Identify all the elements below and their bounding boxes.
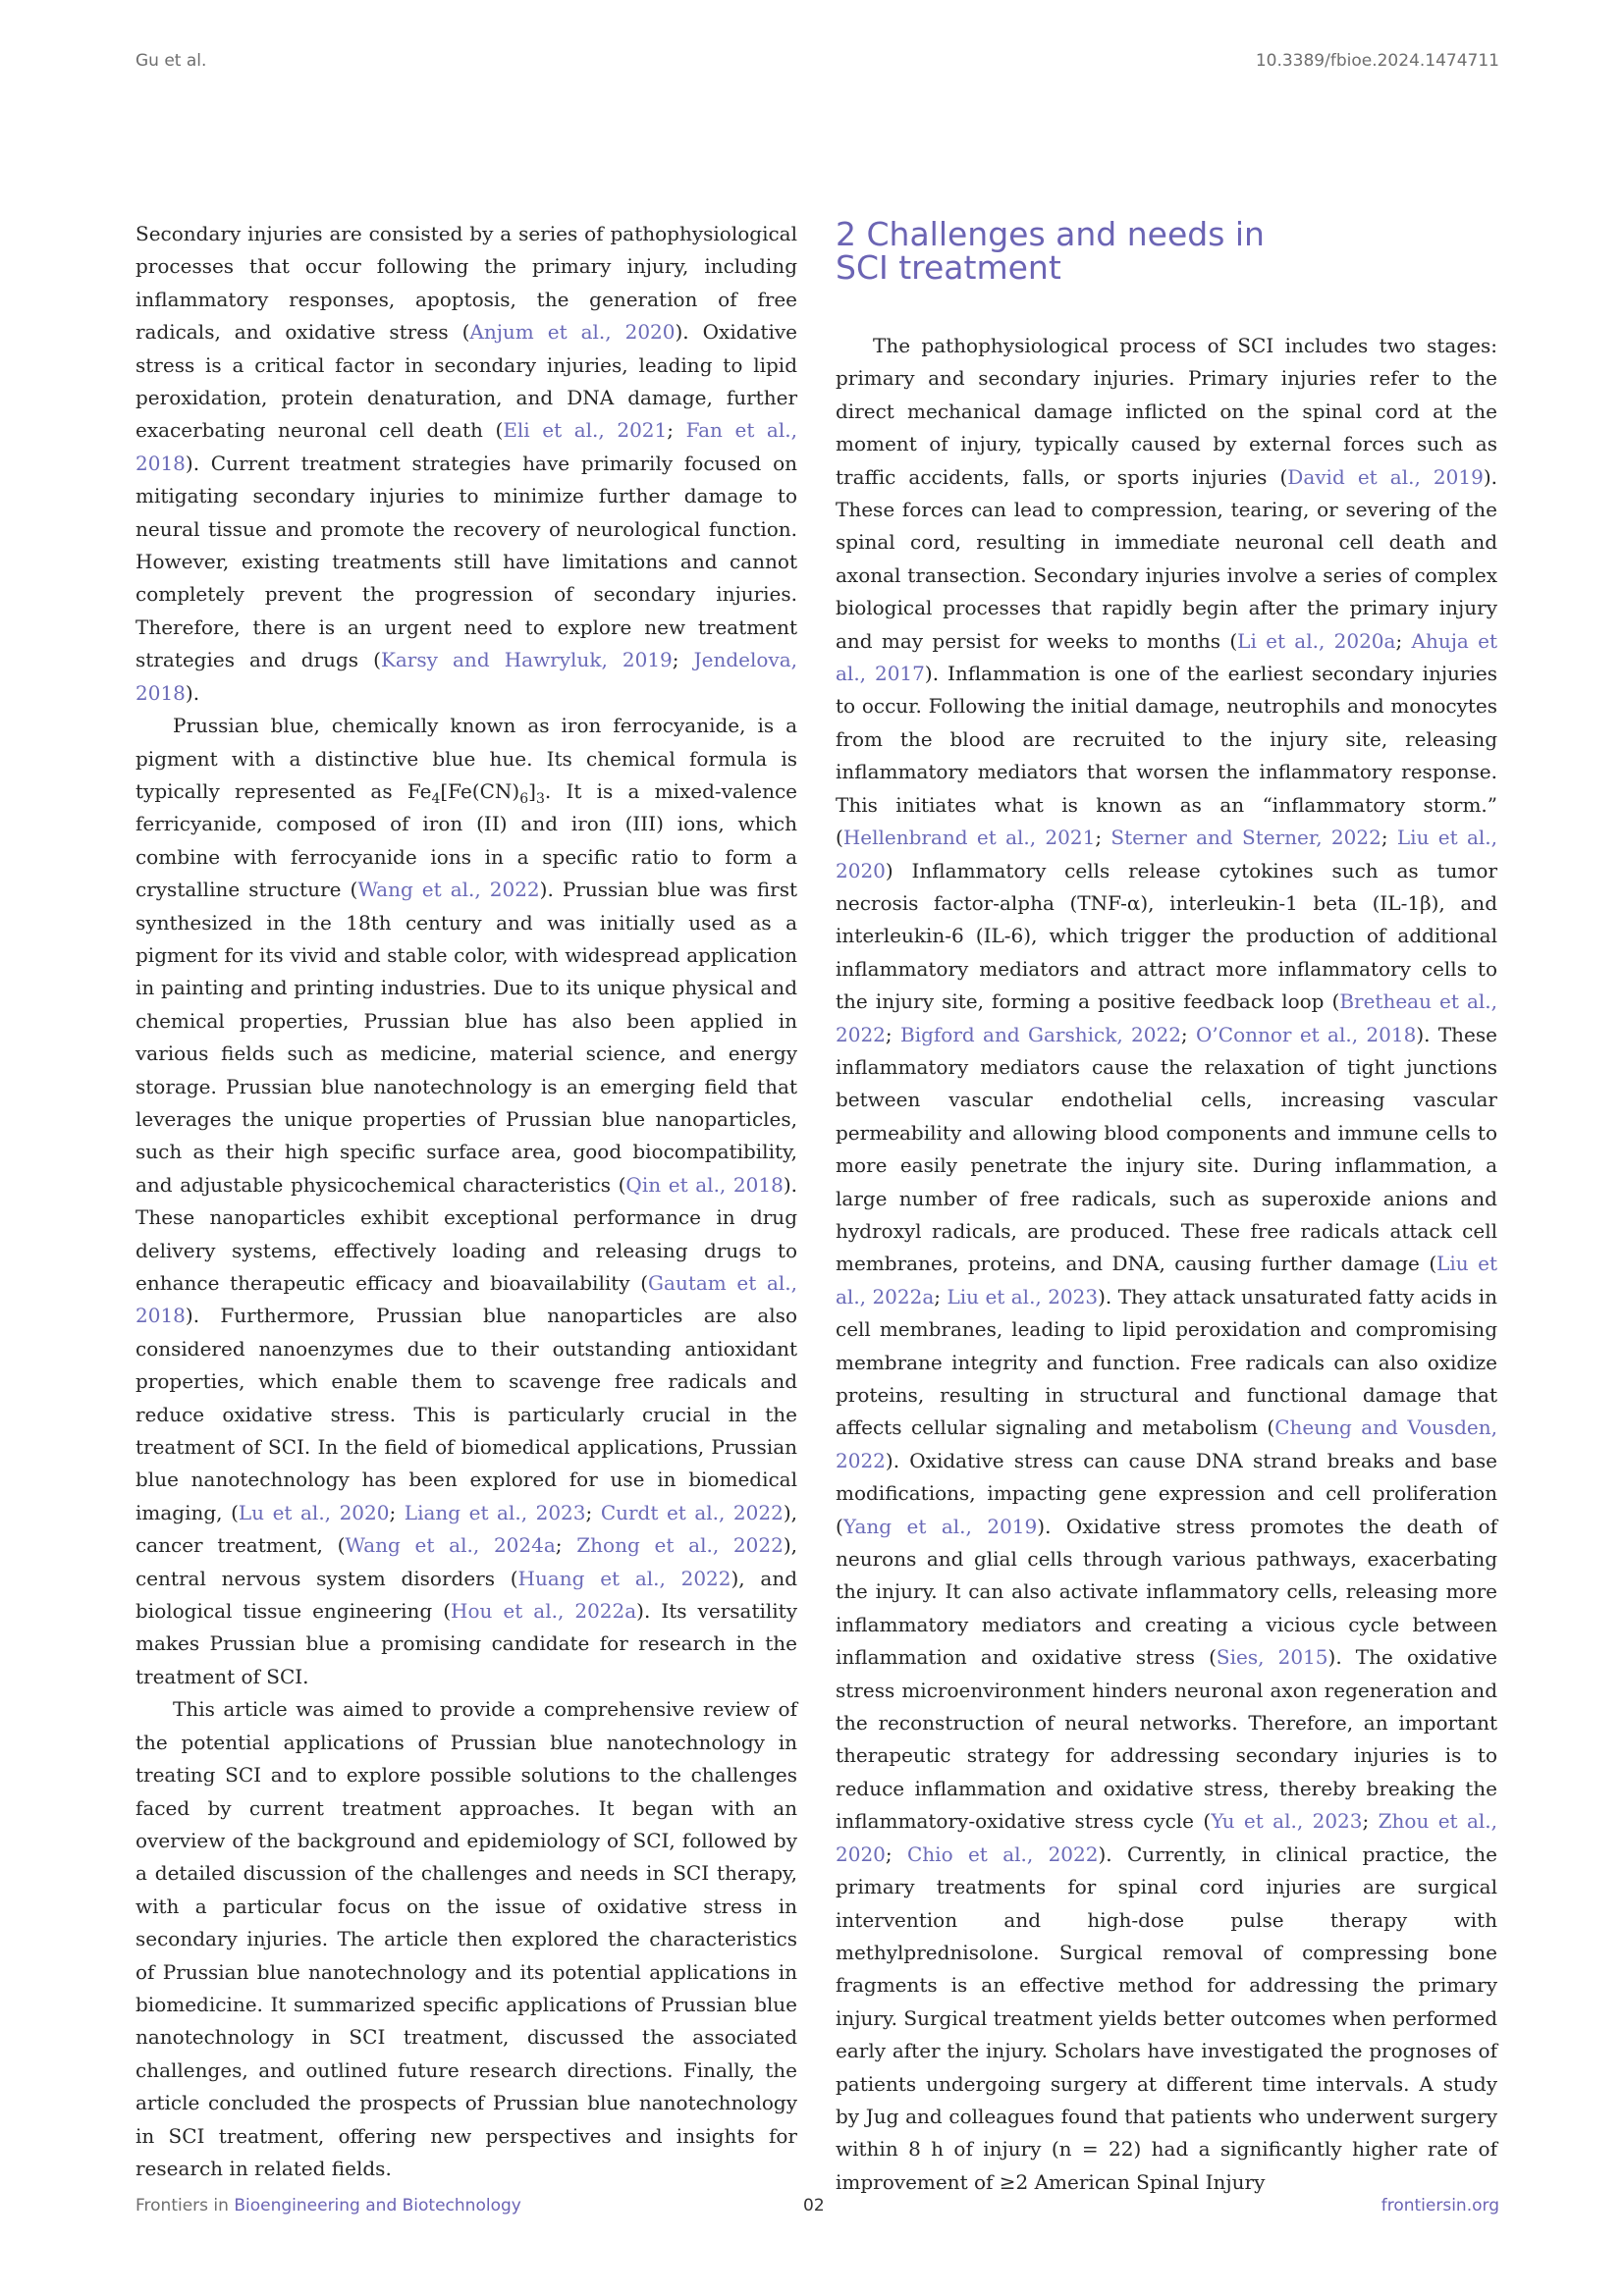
footer-site-link[interactable]: frontiersin.org <box>1380 2196 1499 2216</box>
text-run: ). Currently, in clinical practice, the primary treatments for spinal cord injuries are surgical intervention and high-dose pulse therapy with methylprednisolone. Surgical removal of compressing bone fragments is an effective method for addressing the primary injury. Surgical treatment yields better outcomes when performed early after the injury. Scholars have investigated the prognoses of patients undergoing surgery at different time intervals. A study by Jug and colleagues found that patients who underwent surgery within 8 h of injury (n = 22) had a significantly higher rate of improvement of ≥2 American Spinal Injury <box>836 1842 1497 2194</box>
paragraph <box>836 330 1497 2199</box>
text-run: Secondary injuries are consisted by a series of pathophysiological processes that occur following the primary injury, including inflammatory responses, apoptosis, the generation of free radicals, and oxidative stress ( <box>135 222 797 345</box>
footer-journal-name[interactable]: Bioengineering and Biotechnology <box>234 2196 521 2216</box>
text-run: ; <box>885 1022 900 1046</box>
text-run: ). <box>185 680 200 705</box>
footer-journal-prefix: Frontiers in <box>135 2196 235 2216</box>
text-run: This article was aimed to provide a comprehensive review of the potential applications of Prussian blue nanotechnology in treating SCI and to explore possible solutions to the challenges faced by current treatment approaches. It began with an overview of the background and epidemiology of SCI, followed by a detailed discussion of the challenges and needs in SCI therapy, with a particular focus on the issue of oxidative stress in secondary injuries. The article then explored the characteristics of Prussian blue nanotechnology and its potential applications in biomedicine. It summarized specific applications of Prussian blue nanotechnology in SCI treatment, discussed the associated challenges, and outlined future research directions. Finally, the article concluded the prospects of Prussian blue nanotechnology in SCI treatment, offering new perspectives and insights for research in related fields. <box>135 1697 797 2180</box>
citation-link[interactable]: David et al., 2019 <box>1287 464 1484 489</box>
citation-link[interactable]: Fan et al., 2018 <box>135 418 797 475</box>
page-number: 02 <box>803 2196 825 2216</box>
section-heading <box>836 215 1497 287</box>
citation-link[interactable]: Eli et al., 2021 <box>503 418 668 443</box>
citation-link[interactable]: Hou et al., 2022a <box>451 1599 637 1624</box>
subscript: 3 <box>535 790 545 807</box>
text-run: [Fe(CN) <box>440 778 520 803</box>
text-run: ; <box>667 418 686 443</box>
right-column <box>836 215 1498 2199</box>
paragraph <box>135 1693 797 2185</box>
citation-link[interactable]: Liu et al., 2023 <box>947 1284 1099 1308</box>
text-run: ). These forces can lead to compression, tearing, or severing of the spinal cord, resulting in immediate neuronal cell death and axonal transection. Secondary injuries involve a series of complex biological processes that rapidly begin after the primary injury and may persist for weeks to months ( <box>836 464 1497 653</box>
paragraph <box>135 710 797 1693</box>
text-run: ; <box>389 1500 405 1524</box>
text-run: ), cancer treatment, ( <box>135 1500 798 1558</box>
citation-link[interactable]: Sterner and Sterner, 2022 <box>1110 826 1381 850</box>
text-run: ; <box>1362 1809 1379 1834</box>
text-run: ) Inflammatory cells release cytokines such as tumor necrosis factor-alpha (TNF-α), interleukin-1 beta (IL-1β), and interleukin-6 (IL-6), which trigger the production of additional inflammatory mediators and attract more inflammatory cells to the injury site, forming a positive feedback loop ( <box>836 858 1497 1014</box>
citation-link[interactable]: Jendelova, 2018 <box>135 648 797 705</box>
footer-journal <box>135 2196 521 2216</box>
citation-link[interactable]: Liu et al., 2022a <box>836 1252 1497 1308</box>
text-run: ), and biological tissue engineering ( <box>135 1566 798 1624</box>
text-run: ; <box>672 648 694 672</box>
citation-link[interactable]: Ahuja et al., 2017 <box>836 628 1497 686</box>
citation-link[interactable]: Yang et al., 2019 <box>842 1514 1038 1538</box>
text-run: ). Current treatment strategies have primarily focused on mitigating secondary injuries to minimize further damage to neural tissue and promote the recovery of neurological function. However, existing treatments still have limitations and cannot completely prevent the progression of secondary injuries. Therefore, there is an urgent need to explore new treatment strategies and drugs ( <box>135 451 797 672</box>
text-run: Prussian blue, chemically known as iron ferrocyanide, is a pigment with a distinctive blue hue. Its chemical formula is typically represented as Fe <box>135 714 797 803</box>
text-run: ; <box>555 1533 577 1558</box>
citation-link[interactable]: Zhou et al., 2020 <box>836 1809 1497 1866</box>
text-run: ; <box>1395 628 1412 653</box>
text-run: ; <box>1095 826 1111 850</box>
citation-link[interactable]: Bretheau et al., 2022 <box>836 989 1497 1046</box>
citation-link[interactable]: Karsy and Hawryluk, 2019 <box>380 648 673 672</box>
citation-link[interactable]: Yu et al., 2023 <box>1211 1809 1363 1834</box>
text-run: . It is a mixed-valence ferricyanide, composed of iron (II) and iron (III) ions, which combine with ferrocyanide ions in a specific ratio to form a crystalline structure ( <box>135 778 798 902</box>
citation-link[interactable]: Curdt et al., 2022 <box>600 1500 784 1524</box>
citation-link[interactable]: Qin et al., 2018 <box>625 1172 784 1197</box>
citation-link[interactable]: Sies, 2015 <box>1216 1645 1328 1670</box>
text-run: ). Prussian blue was first synthesized in the 18th century and was initially used as a pigment for its vivid and stable color, with widespread application in painting and printing industries. Due to its unique physical and chemical properties, Prussian blue has also been applied in various fields such as medicine, material science, and energy storage. Prussian blue nanotechnology is an emerging field that leverages the unique properties of Prussian blue nanoparticles, such as their high specific surface area, good biocompatibility, and adjustable physicochemical characteristics ( <box>135 878 798 1197</box>
citation-link[interactable]: Lu et al., 2020 <box>238 1500 390 1524</box>
citation-link[interactable]: Wang et al., 2022 <box>357 878 540 902</box>
text-run: ). These inflammatory mediators cause the relaxation of tight junctions between vascular endothelial cells, increasing vascular permeability and allowing blood components and immune cells to more easily penetrate the injury site. During inflammation, a large number of free radicals, such as superoxide anions and hydroxyl radicals, are produced. These free radicals attack cell membranes, proteins, and DNA, causing further damage ( <box>836 1022 1497 1276</box>
text-run: ). They attack unsaturated fatty acids in cell membranes, leading to lipid peroxidation and compromising membrane integrity and function. Free radicals can also oxidize proteins, resulting in structural and functional damage that affects cellular signaling and metabolism ( <box>836 1284 1498 1440</box>
text-run: ] <box>528 778 536 803</box>
running-header-authors: Gu et al. <box>135 51 207 71</box>
text-run: ). Oxidative stress is a critical factor in secondary injuries, leading to lipid peroxidation, protein denaturation, and DNA damage, further exacerbating neuronal cell death ( <box>135 320 798 443</box>
section-heading-line-2: SCI treatment <box>836 248 1061 287</box>
text-run: ). Oxidative stress promotes the death of neurons and glial cells through various pathways, exacerbating the injury. It can also activate inflammatory cells, releasing more inflammatory mediators and creating a vicious cycle between inflammation and oxidative stress ( <box>836 1514 1498 1670</box>
citation-link[interactable]: Li et al., 2020a <box>1237 628 1396 653</box>
citation-link[interactable]: O’Connor et al., 2018 <box>1196 1022 1417 1046</box>
text-run: The pathophysiological process of SCI includes two stages: primary and secondary injuries. Primary injuries refer to the direct mechanical damage inflicted on the spinal cord at the moment of injury, typically caused by external forces such as traffic accidents, falls, or sports injuries ( <box>836 334 1497 489</box>
text-run: ; <box>585 1500 601 1524</box>
text-run: ). Its versatility makes Prussian blue a promising candidate for research in the treatment of SCI. <box>135 1599 798 1688</box>
text-run: ; <box>1380 826 1397 850</box>
text-run: ). Furthermore, Prussian blue nanoparticles are also considered nanoenzymes due to their outstanding antioxidant properties, which enable them to scavenge free radicals and reduce oxidative stress. This is particularly crucial in the treatment of SCI. In the field of biomedical applications, Prussian blue nanotechnology has been explored for use in biomedical imaging, ( <box>135 1304 797 1524</box>
citation-link[interactable]: Cheung and Vousden, 2022 <box>836 1415 1498 1472</box>
text-run: ). Inflammation is one of the earliest secondary injuries to occur. Following the initial damage, neutrophils and monocytes from the blood are recruited to the injury site, releasing inflammatory mediators that worsen the inflammatory response. This initiates what is known as an “inflammatory storm.” ( <box>836 662 1497 850</box>
paragraph <box>135 218 797 710</box>
text-run: ; <box>934 1284 947 1308</box>
citation-link[interactable]: Chio et al., 2022 <box>907 1842 1099 1866</box>
text-run: ). Oxidative stress can cause DNA strand breaks and base modifications, impacting gene expression and cell proliferation ( <box>836 1448 1497 1538</box>
subscript: 4 <box>431 790 441 807</box>
left-column <box>135 218 797 2185</box>
citation-link[interactable]: Zhong et al., 2022 <box>576 1533 784 1558</box>
citation-link[interactable]: Anjum et al., 2020 <box>469 320 676 345</box>
citation-link[interactable]: Wang et al., 2024a <box>345 1533 556 1558</box>
text-run: ; <box>1180 1022 1197 1046</box>
section-heading-line-1: 2 Challenges and needs in <box>836 215 1265 253</box>
citation-link[interactable]: Huang et al., 2022 <box>517 1566 731 1590</box>
subscript: 6 <box>519 790 529 807</box>
text-run: ). These nanoparticles exhibit exceptional performance in drug delivery systems, effectively loading and releasing drugs to enhance therapeutic efficacy and bioavailability ( <box>135 1172 797 1295</box>
citation-link[interactable]: Liu et al., 2020 <box>836 826 1497 882</box>
text-run: ), central nervous system disorders ( <box>135 1533 798 1590</box>
citation-link[interactable]: Bigford and Garshick, 2022 <box>900 1022 1181 1046</box>
running-header-doi[interactable]: 10.3389/fbioe.2024.1474711 <box>1255 51 1499 71</box>
citation-link[interactable]: Hellenbrand et al., 2021 <box>842 826 1096 850</box>
citation-link[interactable]: Gautam et al., 2018 <box>135 1271 797 1328</box>
text-run: ). The oxidative stress microenvironment hinders neuronal axon regeneration and the reconstruction of neural networks. Therefore, an important therapeutic strategy for addressing secondary injuries is to reduce inflammation and oxidative stress, thereby breaking the inflammatory-oxidative stress cycle ( <box>836 1645 1498 1834</box>
citation-link[interactable]: Liang et al., 2023 <box>404 1500 586 1524</box>
text-run: ; <box>885 1842 907 1866</box>
